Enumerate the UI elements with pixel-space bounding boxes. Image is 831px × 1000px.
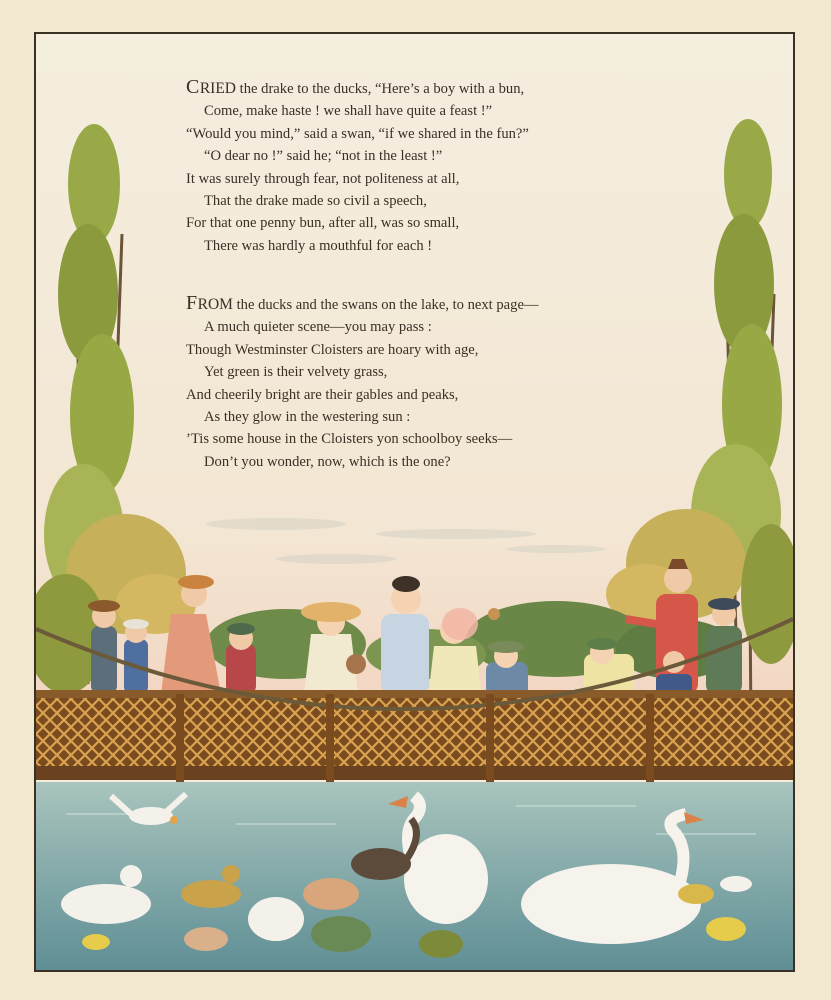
stanza-2-line-3: Though Westminster Cloisters are hoary with age, xyxy=(186,341,479,358)
drop-cap: C xyxy=(186,76,200,98)
child-figure xyxy=(88,600,120,694)
stanza-1-line-3: “Would you mind,” said a swan, “if we shared in the fun?” xyxy=(186,125,529,142)
stanza-2-line-1 xyxy=(186,292,706,316)
child-figure xyxy=(486,641,528,696)
stanza-2-line-5: And cheerily bright are their gables and peaks, xyxy=(186,386,459,403)
bridge-deck xyxy=(36,766,793,780)
small-caps-lead: ROM xyxy=(197,296,233,313)
bridge-lattice-railing xyxy=(36,696,793,768)
stanza-1-line-8: There was hardly a mouthful for each ! xyxy=(204,237,433,254)
stanza-1-line-6: That the drake made so civil a speech, xyxy=(204,193,427,210)
child-figure xyxy=(226,623,256,694)
stanza-1-line-1 xyxy=(186,76,706,100)
stanza-2-line-4: Yet green is their velvety grass, xyxy=(204,364,388,381)
stanza-2-line-8: Don’t you wonder, now, which is the one? xyxy=(204,453,451,470)
stanza-2 xyxy=(186,292,706,473)
line-text: the drake to the ducks, “Here’s a boy with a bun, xyxy=(236,81,525,97)
drop-cap: F xyxy=(186,292,198,314)
line-text: the ducks and the swans on the lake, to next page— xyxy=(232,297,539,313)
stanza-1-line-2: Come, make haste ! we shall have quite a feast !” xyxy=(204,103,493,120)
stanza-1-line-7: For that one penny bun, after all, was so small, xyxy=(186,215,460,232)
stanza-2-line-6: As they glow in the westering sun : xyxy=(204,409,411,426)
stanza-2-line-7: ’Tis some house in the Cloisters yon schoolboy seeks— xyxy=(186,431,513,448)
page-frame xyxy=(34,32,795,972)
stanza-1-line-4: “O dear no !” said he; “not in the least !” xyxy=(204,148,443,165)
stanza-1 xyxy=(186,76,706,257)
stanza-1-line-5: It was surely through fear, not politeness at all, xyxy=(186,170,460,187)
child-figure xyxy=(123,619,149,694)
stanza-2-line-2: A much quieter scene—you may pass : xyxy=(204,319,432,336)
small-caps-lead: RIED xyxy=(199,80,237,97)
